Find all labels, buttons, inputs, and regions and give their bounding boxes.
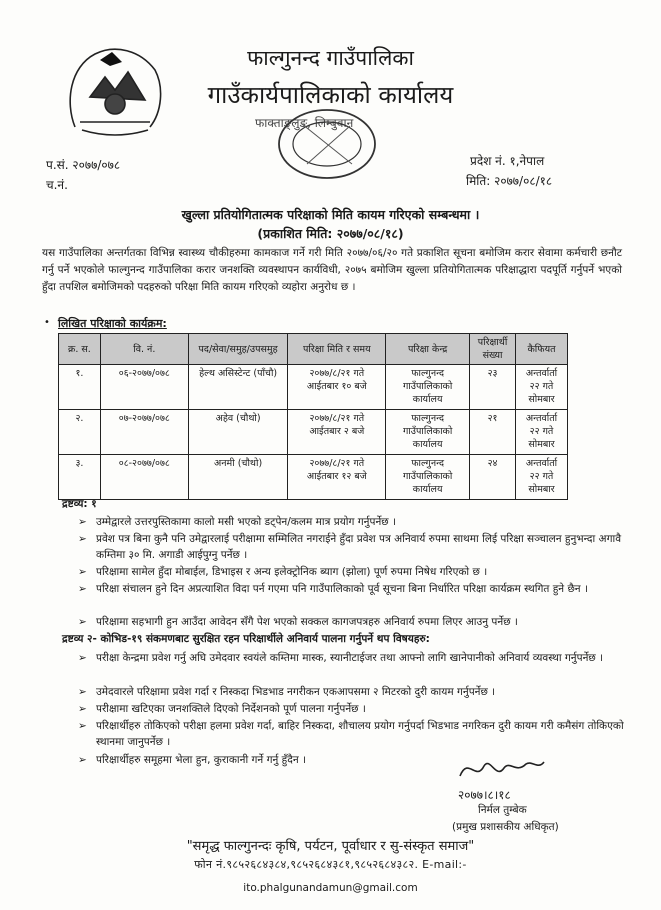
municipality-name: फाल्गुनन्द गाउँपालिका [247, 46, 414, 70]
cell-remarks [516, 365, 568, 410]
footer-phone: फोन नं.९८५२६८४३८४,९८५२६८४३८१,९८५२६८४३८२. E-mail:- [194, 858, 467, 871]
center-line: कार्यालय [412, 394, 443, 405]
cell-post: अहेव (चौथो) [188, 410, 288, 455]
office-title: गाउँकार्यपालिकाको कार्यालय [207, 81, 454, 109]
list-item [80, 684, 625, 700]
col-header-sn: क्र. स. [59, 334, 101, 365]
center-line: गाउँपालिकाको [403, 471, 453, 482]
dispatch-number: च.नं. [46, 178, 68, 192]
center-line: कार्यालय [412, 439, 443, 450]
list-item [80, 701, 625, 717]
cell-center [386, 365, 470, 410]
table-header-row [59, 334, 568, 365]
list-item [80, 564, 625, 580]
office-address: फाक्ताङ्लुङ, लिम्बुवान [255, 116, 354, 130]
exam-time: आईतबार १२ बजे [306, 471, 367, 482]
col-header-ad-number: वि. नं. [100, 334, 188, 365]
note-text: परीक्षा केन्द्रमा प्रवेश गर्नु अघि उमेदवार स्वयंले कम्तिमा मास्क, स्यानीटाईजर तथा आफ्नो लागि खानेपानीको अनिवार्य व्यवस्था गर्नुपर्नेछ । [96, 652, 604, 664]
center-line: फाल्गुनन्द [411, 368, 445, 379]
cell-count: २४ [470, 455, 516, 500]
cell-ad-number: ०८-२०७७/०७८ [100, 455, 188, 500]
cell-center [386, 455, 470, 500]
arrow-bullet-icon: ➢ [78, 754, 87, 766]
note-text: परिक्षामा सामेल हुँदा मोबाईल, डिभाइस र अन्य इलेक्ट्रोनिक ब्याग (झोला) पूर्ण रुपमा निषेध गरिएको छ । [96, 566, 488, 578]
handwritten-signature [456, 752, 546, 786]
remark-line: अन्तर्वार्ता [525, 368, 558, 379]
arrow-bullet-icon: ➢ [78, 583, 87, 595]
center-line: गाउँपालिकाको [403, 426, 453, 437]
signatory-title: (प्रमुख प्रशासकीय अधिकृत) [452, 821, 559, 833]
list-item [80, 514, 625, 530]
note-text: परिक्षार्थीहरु समूहमा भेला हुन, कुराकानी गर्ने गर्नु हुँदैन । [96, 754, 306, 766]
signature-date: २०७७।८।१८ [458, 788, 511, 802]
office-stamp-icon [272, 104, 382, 184]
cell-post: अनमी (चौथो) [188, 455, 288, 500]
col-header-remarks: कैफियत [516, 334, 568, 365]
cell-count: २३ [470, 365, 516, 410]
cell-exam-date [288, 410, 386, 455]
cell-sn: २. [59, 410, 101, 455]
table-row [59, 365, 568, 410]
remark-line: सोमबार [528, 484, 555, 495]
remark-line: २२ गते [529, 471, 554, 482]
center-line: फाल्गुनन्द [411, 458, 445, 469]
remark-line: सोमबार [528, 394, 555, 405]
exam-schedule-table [58, 333, 568, 500]
exam-time: आईतबार २ बजे [309, 426, 365, 437]
remark-line: अन्तर्वार्ता [525, 413, 558, 424]
subject-line: खुल्ला प्रतियोगितात्मक परिक्षाको मिति कायम गरिएको सम्बन्धमा । [181, 207, 480, 222]
cell-post: हेल्थ असिस्टेन्ट (पाँचौ) [188, 365, 288, 410]
remark-line: सोमबार [528, 439, 555, 450]
center-line: कार्यालय [412, 484, 443, 495]
remark-line: २२ गते [529, 426, 554, 437]
cell-ad-number: ०६-२०७७/०७८ [100, 365, 188, 410]
list-item [80, 650, 625, 666]
arrow-bullet-icon: ➢ [78, 686, 87, 698]
note-text: उम्मेद्वारले उत्तरपुस्तिकामा कालो मसी भएको डट्पेन/कलम मात्र प्रयोग गर्नुपर्नेछ । [96, 516, 396, 528]
remark-line: अन्तर्वार्ता [525, 458, 558, 469]
arrow-bullet-icon: ➢ [78, 720, 87, 732]
arrow-bullet-icon: ➢ [78, 566, 87, 578]
note-text: उमेदवारले परिक्षामा प्रवेश गर्दा र निस्कदा भिडभाड नगरीकन एकआपसमा २ मिटरको दुरी कायम गर्नुपर्नेछ । [96, 686, 496, 698]
arrow-bullet-icon: ➢ [78, 516, 87, 528]
list-item [80, 581, 625, 597]
col-header-center: परिक्षा केन्द्र [386, 334, 470, 365]
province-label: प्रदेश नं. १,नेपाल [470, 154, 545, 168]
table-row [59, 410, 568, 455]
note-text: परीक्षामा खटिएका जनशक्तिले दिएको निर्देशनको पूर्ण पालना गर्नुपर्नेछ । [96, 703, 366, 715]
footer-motto: "समृद्ध फाल्गुनन्दः कृषि, पर्यटन, पूर्वाधार र सु-संस्कृत समाज" [186, 839, 475, 854]
note-text: प्रवेश पत्र बिना कुनै पनि उमेद्वारलाई परीक्षामा सम्मिलित नगराईने हुँदा प्रवेश पत्र अनिवार्य रुपमा साथमा लिई परिक्षा सञ्चालन हुनुभन्दा अगावै कम्तिमा ३० मि. अगाडी आईपुग्नु पर्नेछ । [96, 533, 622, 561]
list-item [80, 531, 625, 563]
arrow-bullet-icon: ➢ [78, 616, 87, 628]
list-item [80, 614, 625, 630]
notes-1-heading: द्रष्टव्य: १ [62, 498, 97, 510]
cell-remarks [516, 455, 568, 500]
bullet-dot-icon: • [44, 317, 50, 328]
arrow-bullet-icon: ➢ [78, 703, 87, 715]
note-text: परिक्षा संचालन हुने दिन अप्रत्याशित विदा पर्न गएमा पनि गाउँपालिकाको पूर्व सूचना बिना निर्धारित परिक्षा कार्यक्रम स्थगित हुने छैन । [96, 583, 588, 595]
letter-date: मिति: २०७७/०८/१८ [466, 174, 553, 188]
cell-ad-number: ०७-२०७७/०७८ [100, 410, 188, 455]
schedule-title: लिखित परिक्षाको कार्यक्रम: [58, 317, 167, 330]
cell-remarks [516, 410, 568, 455]
col-header-count: परिक्षार्थी संख्या [470, 334, 516, 365]
cell-sn: १. [59, 365, 101, 410]
note-text: परिक्षार्थीहरु तोकिएको परीक्षा हलमा प्रवेश गर्दा, बाहिर निस्कदा, शौचालय प्रयोग गर्नुपर्दा भिडभाड नगरिकन दुरी कायम गरी कमैसंग तोकिएको स्थानमा जानुपर्नेछ । [96, 720, 624, 748]
signatory-name: निर्मल तुम्बेक [478, 804, 527, 816]
col-header-exam-date: परिक्षा मिति र समय [288, 334, 386, 365]
center-line: फाल्गुनन्द [411, 413, 445, 424]
note-text: परिक्षामा सहभागी हुन आउँदा आवेदन सँगै पेश भएको सक्कल कागजपत्रहरु अनिवार्य रुपमा लिएर आउनु पर्नेछ । [96, 616, 518, 628]
published-date: (प्रकाशित मिति: २०७७/०८/१८) [257, 226, 404, 241]
arrow-bullet-icon: ➢ [78, 533, 87, 545]
footer-email: ito.phalgunandamun@gmail.com [243, 882, 418, 894]
list-item [80, 718, 625, 750]
arrow-bullet-icon: ➢ [78, 652, 87, 664]
table-row [59, 455, 568, 500]
notes-2-heading: द्रष्टव्य २- कोभिड-१९ संकमणबाट सुरक्षित रहन परिक्षार्थीले अनिवार्य पालना गर्नुपर्ने थप विषयहरु: [62, 633, 430, 645]
cell-exam-date [288, 365, 386, 410]
cell-count: २१ [470, 410, 516, 455]
exam-date: २०७७/८/२१ गते [309, 368, 365, 379]
exam-date: २०७७/८/२१ गते [309, 413, 365, 424]
cell-exam-date [288, 455, 386, 500]
exam-time: आईतबार १० बजे [306, 381, 367, 392]
remark-line: २२ गते [529, 381, 554, 392]
body-paragraph: यस गाउँपालिका अन्तर्गतका विभिन्न स्वास्थ्य चौकीहरुमा कामकाज गर्ने गरी मिति २०७७/०६/२० गते प्रकाशित सूचना बमोजिम करार सेवामा कर्मचारी छनौट गर्नु पर्ने भएकोले फाल्गुनन्द गाउँपालिका करार जनशक्ति व्यवस्थापन कार्यविधी, २०७५ बमोजिम खुल्ला प्रतियोगितात्मक परिक्षाद्धारा पदपूर्ति गर्नुपर्ने भएको हुँदा तपशिल बमोजिमको पदहरुको परिक्षा मिति कायम गरिएको व्यहोरा अनुरोध छ । [42, 247, 622, 293]
letter-number: प.सं. २०७७/०७८ [46, 158, 121, 172]
cell-sn: ३. [59, 455, 101, 500]
center-line: गाउँपालिकाको [403, 381, 453, 392]
exam-date: २०७७/८/२१ गते [309, 458, 365, 469]
cell-center [386, 410, 470, 455]
col-header-post: पद/सेवा/समुह/उपसमुह [188, 334, 288, 365]
